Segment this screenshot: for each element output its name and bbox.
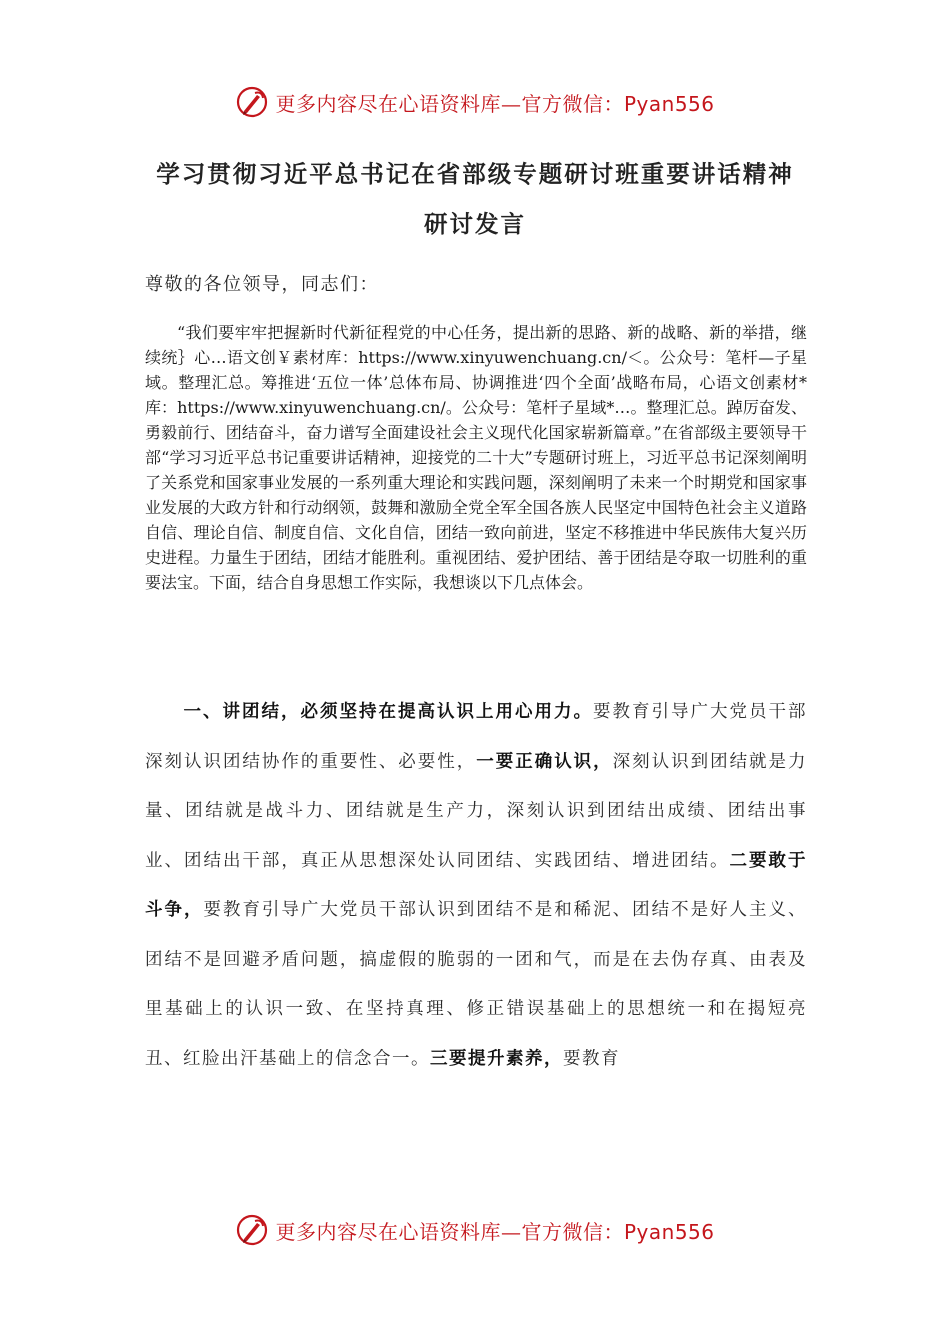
point-heading: 三要提升素养， (430, 1048, 563, 1069)
document-subtitle: 研讨发言 (424, 210, 526, 238)
watermark-text: 更多内容尽在心语资料库—官方微信：Pyan556 (275, 1219, 715, 1244)
document-title: 学习贯彻习近平总书记在省部级专题研讨班重要讲话精神 (156, 160, 794, 188)
pen-logo-icon (235, 85, 269, 119)
body-text: 要教育引导广大党员干部深刻认识团结协作的重要性、必要性， (145, 702, 807, 772)
pen-logo-icon (235, 1213, 269, 1247)
body-text: 深刻认识到团结就是力量、团结就是战斗力、团结就是生产力，深刻认识到团结出成绩、团结出事业、团结出干部，真正从思想深处认同团结、实践团结、增进团结。 (145, 751, 808, 871)
section-heading: 一、讲团结，必须坚持在提高认识上用心用力。 (183, 702, 593, 722)
body-text: 要教育引导广大党员干部认识到团结不是和稀泥、团结不是好人主义、团结不是回避矛盾问题，搞虚假的脆弱的一团和气，而是在去伪存真、由表及里基础上的认识一致、在坚持真理、修正错误基础上的思想统一和在揭短亮丑、红脸出汗基础上的信念合一。 (145, 900, 808, 1069)
point-heading: 一要正确认识， (476, 751, 613, 772)
section-paragraph (145, 688, 807, 1084)
intro-paragraph: “我们要牢牢把握新时代新征程党的中心任务，提出新的思路、新的战略、新的举措，继续统｝心…语文创￥素材库：https://www.xinyuwenchuang.cn/＜。公众号：笔杆—子星域。整理汇总。筹推进‘五位一体’总体布局、协调推进‘四个全面’战略布局，心语文创素材*库：https://www.xinyuwenchuang.cn/。公众号：笔杆子星域*…。整理汇总。踔厉奋发、勇毅前行、团结奋斗，奋力谱写全面建设社会主义现代化国家崭新篇章。”在省部级主要领导干部“学习习近平总书记重要讲话精神，迎接党的二十大”专题研讨班上，习近平总书记深刻阐明了关系党和国家事业发展的一系列重大理论和实践问题，深刻阐明了未来一个时期党和国家事业发展的大政方针和行动纲领，鼓舞和激励全党全军全国各族人民坚定中国特色社会主义道路自信、理论自信、制度自信、文化自信，团结一致向前进，坚定不移推进中华民族伟大复兴历史进程。力量生于团结，团结才能胜利。重视团结、爱护团结、善于团结是夺取一切胜利的重要法宝。下面，结合自身思想工作实际，我想谈以下几点体会。 (145, 323, 807, 592)
watermark-text: 更多内容尽在心语资料库—官方微信：Pyan556 (275, 91, 715, 116)
wechat-id: Pyan556 (623, 1219, 715, 1244)
point-heading: 二要敢于斗争， (145, 850, 808, 920)
body-text: 要教育 (563, 1048, 620, 1069)
header-watermark (0, 82, 950, 122)
footer-watermark (0, 1210, 950, 1250)
wechat-id: Pyan556 (623, 91, 715, 116)
greeting: 尊敬的各位领导，同志们： (145, 274, 379, 295)
